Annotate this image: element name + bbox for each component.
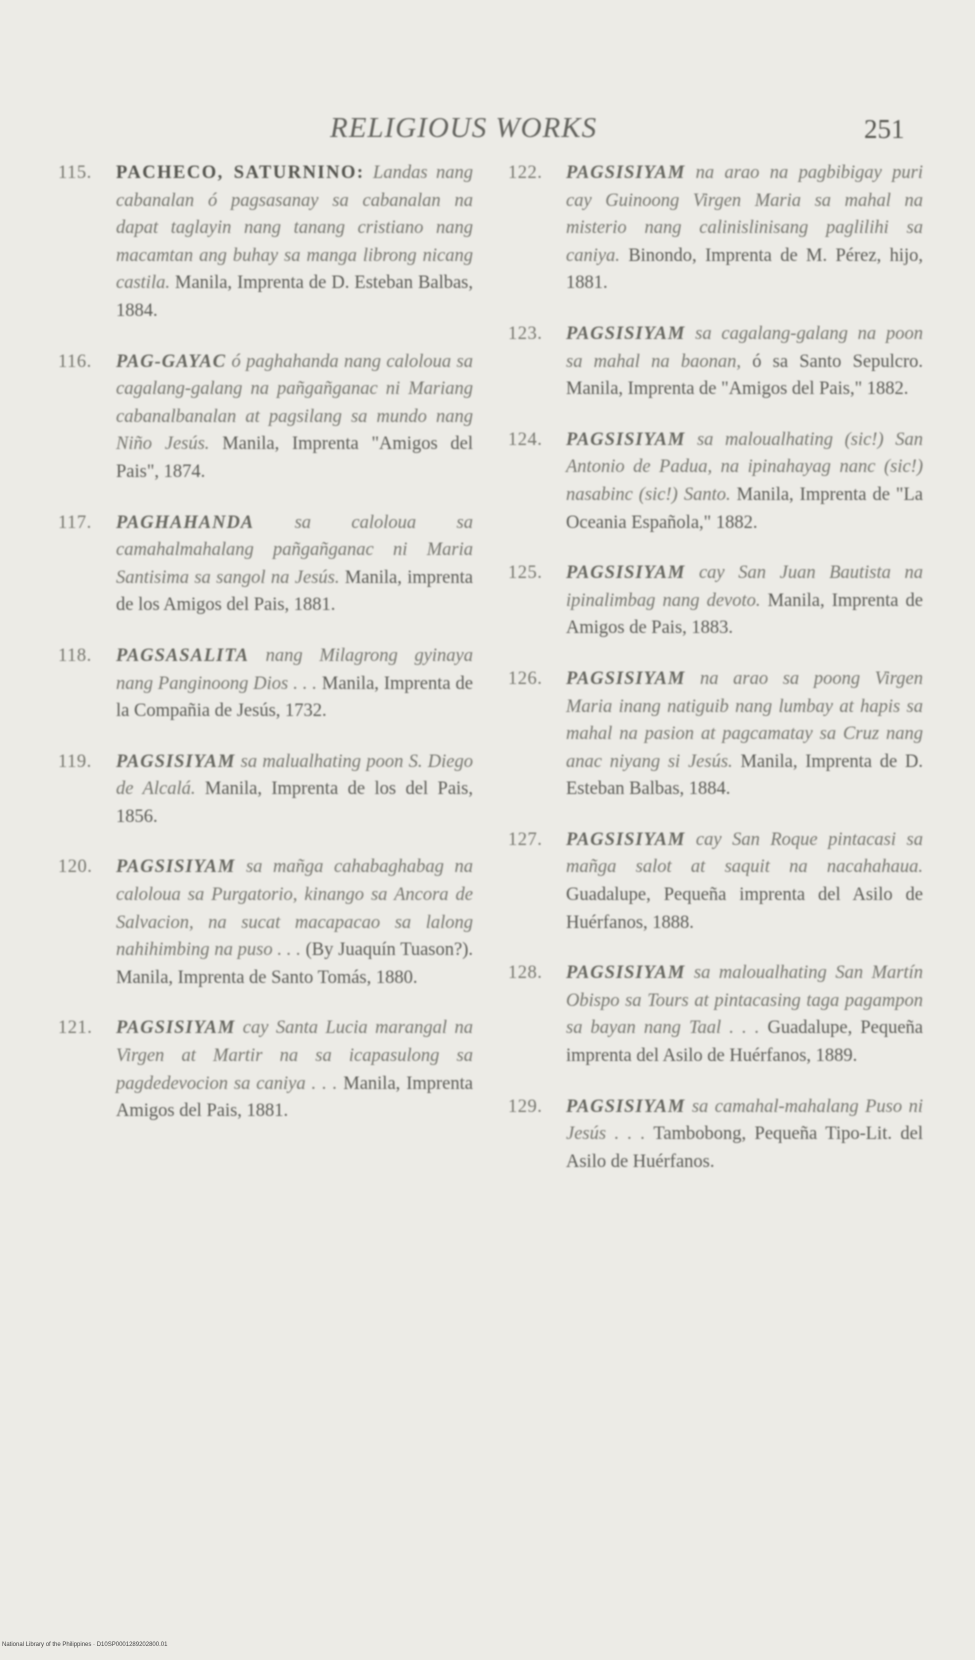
- entry-body: [116, 854, 473, 992]
- entry-title: sa malualhating poon S. Diego de Alcalá.: [116, 751, 473, 800]
- entry-number: 117.: [58, 512, 92, 533]
- entry-123: [508, 321, 923, 404]
- entry-number: 125.: [508, 563, 543, 584]
- entry-127: [508, 827, 923, 937]
- entry-body: [566, 321, 923, 404]
- entry-title-caps: PAGSISIYAM: [566, 429, 686, 450]
- entry-title-caps: PAGSISIYAM: [566, 563, 686, 584]
- entry-imprint: Manila, Imprenta "Amigos del Pais", 1874.: [116, 434, 474, 482]
- page-header: [0, 112, 975, 152]
- entry-117: [58, 510, 473, 620]
- entry-body: [566, 666, 923, 804]
- entry-imprint: Manila, Imprenta de la Compañia de Jesús, 1732.: [116, 673, 474, 722]
- entry-imprint: Manila, Imprenta de D. Esteban Balbas, 1884.: [566, 751, 924, 800]
- entry-number: 128.: [508, 963, 543, 984]
- running-title: RELIGIOUS WORKS: [330, 112, 598, 144]
- entry-title: na arao sa poong Virgen Maria inang natiguib nang lumbay at hapis sa mahal na pasion at pagcamatay sa Cruz nang anac niyang si Jesús.: [566, 668, 923, 772]
- entry-body: [566, 160, 923, 298]
- left-column: [58, 160, 473, 1149]
- entry-imprint: Manila, Imprenta de Amigos de Pais, 1883.: [566, 590, 924, 639]
- entry-title: Landas nang cabanalan ó pagsasanay sa cabanalan na dapat taglayin nang tanang cristiano nang macamtan ang buhay sa manga librong nicang castila.: [116, 163, 473, 294]
- entry-body: [566, 960, 923, 1070]
- entry-title-caps: PAGSISIYAM: [566, 1096, 686, 1117]
- entry-number: 119.: [58, 751, 92, 772]
- entry-imprint: Manila, Imprenta de D. Esteban Balbas, 1884.: [116, 273, 473, 321]
- entry-128: [508, 960, 923, 1070]
- entry-imprint: Guadalupe, Pequeña imprenta del Asilo de Huérfanos, 1888.: [566, 885, 923, 933]
- entry-title: na arao na pagbibigay puri cay Guinoong Virgen Maria sa mahal na misterio nang calinislinisang paglilihi sa caniya.: [566, 163, 923, 266]
- entry-number: 129.: [508, 1096, 543, 1117]
- entry-imprint: Manila, Imprenta de "La Oceania Española," 1882.: [566, 484, 923, 533]
- entry-116: [58, 349, 473, 487]
- entry-body: [116, 510, 473, 620]
- entry-title: sa camahal-mahalang Puso ni Jesús . . .: [566, 1096, 924, 1145]
- entry-title: cay San Juan Bautista na ipinalimbag nang devoto.: [566, 563, 923, 611]
- entry-number: 122.: [508, 163, 543, 183]
- entry-125: [508, 560, 923, 643]
- entry-number: 120.: [58, 857, 93, 878]
- entry-title-caps: PAG-GAYAC: [116, 351, 227, 372]
- entry-body: [566, 427, 923, 537]
- entry-body: [116, 349, 473, 487]
- entry-imprint: Manila, Imprenta de los del Pais, 1856.: [116, 779, 474, 827]
- entry-number: 127.: [508, 829, 543, 850]
- entry-122: [508, 160, 923, 298]
- entry-body: [116, 160, 473, 326]
- entry-title-caps: PAGSASALITA: [116, 645, 250, 666]
- entry-body: [116, 1015, 473, 1125]
- entry-imprint: Guadalupe, Pequeña imprenta del Asilo de Huérfanos, 1889.: [566, 1018, 923, 1067]
- entry-body: [566, 560, 923, 643]
- entry-title-caps: PAGSISIYAM: [566, 668, 686, 689]
- entry-title: nang Milagrong gyinaya nang Panginoong Dios . . .: [116, 645, 473, 694]
- entry-body: [116, 749, 473, 832]
- entry-number: 116.: [58, 351, 92, 372]
- entry-title: sa caloloua sa camahalmahalang pañgañganac ni Maria Santisima sa sangol na Jesús.: [116, 512, 474, 588]
- entry-title-caps: PAGHAHANDA: [116, 512, 255, 533]
- entry-title: cay Santa Lucia marangal na Virgen at Martir na sa icapasulong sa pagdedevocion sa caniya . . .: [116, 1018, 473, 1094]
- entry-imprint: Tambobong, Pequeña Tipo-Lit. del Asilo de Huérfanos.: [566, 1124, 923, 1172]
- entry-author: PACHECO, SATURNINO:: [116, 163, 365, 183]
- entry-imprint: Binondo, Imprenta de M. Pérez, hijo, 1881.: [566, 245, 924, 294]
- entry-title-caps: PAGSISIYAM: [566, 163, 686, 183]
- entry-title: sa mañga cahabaghabag na caloloua sa Purgatorio, kinango sa Ancora de Salvacion, na sucat macapacao sa lalong nahihimbing na puso . . .: [116, 857, 474, 961]
- entry-imprint: Manila, Imprenta Amigos del Pais, 1881.: [116, 1073, 473, 1122]
- entry-number: 123.: [508, 323, 543, 344]
- entry-title: sa maloualhating (sic!) San Antonio de Padua, na ipinahayag nanc (sic!) nasabinc (sic!) Santo.: [566, 429, 924, 505]
- page-number: 251: [864, 114, 905, 144]
- entry-body: [566, 1094, 923, 1177]
- entry-body: [116, 643, 473, 726]
- right-column: [508, 160, 923, 1199]
- entry-number: 126.: [508, 668, 543, 689]
- entry-title-caps: PAGSISIYAM: [116, 751, 236, 772]
- entry-body: [566, 827, 923, 937]
- entry-title: ó paghahanda nang caloloua sa cagalang-galang na pañgañganac ni Mariang cabanalbanalan at pagsilang sa mundo nang Niño Jesús.: [116, 351, 473, 455]
- entry-number: 115.: [58, 163, 92, 183]
- entry-number: 124.: [508, 429, 543, 450]
- entry-imprint: Manila, imprenta de los Amigos del Pais, 1881.: [116, 567, 473, 616]
- entry-imprint: ó sa Santo Sepulcro. Manila, Imprenta de "Amigos del Pais," 1882.: [566, 351, 924, 400]
- scan-footer: National Library of the Philippines · D10SP0001289202800.01: [2, 1642, 168, 1648]
- entry-title: sa maloualhating San Martín Obispo sa Tours at pintacasing taga pagampon sa bayan nang Taal . . .: [566, 963, 924, 1039]
- entry-number: 121.: [58, 1018, 93, 1039]
- entry-title-caps: PAGSISIYAM: [116, 1018, 236, 1039]
- entry-title-caps: PAGSISIYAM: [566, 829, 686, 850]
- entry-124: [508, 427, 923, 537]
- entry-126: [508, 666, 923, 804]
- entry-121: [58, 1015, 473, 1125]
- entry-title-caps: PAGSISIYAM: [566, 963, 686, 984]
- entry-title-caps: PAGSISIYAM: [116, 857, 236, 878]
- entry-119: [58, 749, 473, 832]
- entry-120: [58, 854, 473, 992]
- entry-title: sa cagalang-galang na poon sa mahal na baonan,: [566, 323, 923, 372]
- entry-118: [58, 643, 473, 726]
- entry-number: 118.: [58, 645, 92, 666]
- entry-imprint: (By Juaquín Tuason?). Manila, Imprenta de Santo Tomás, 1880.: [116, 940, 474, 988]
- entry-title-caps: PAGSISIYAM: [566, 323, 686, 344]
- entry-129: [508, 1094, 923, 1177]
- entry-115: [58, 160, 473, 326]
- entry-title: cay San Roque pintacasi sa mañga salot at saquit na nacahahaua.: [566, 829, 924, 878]
